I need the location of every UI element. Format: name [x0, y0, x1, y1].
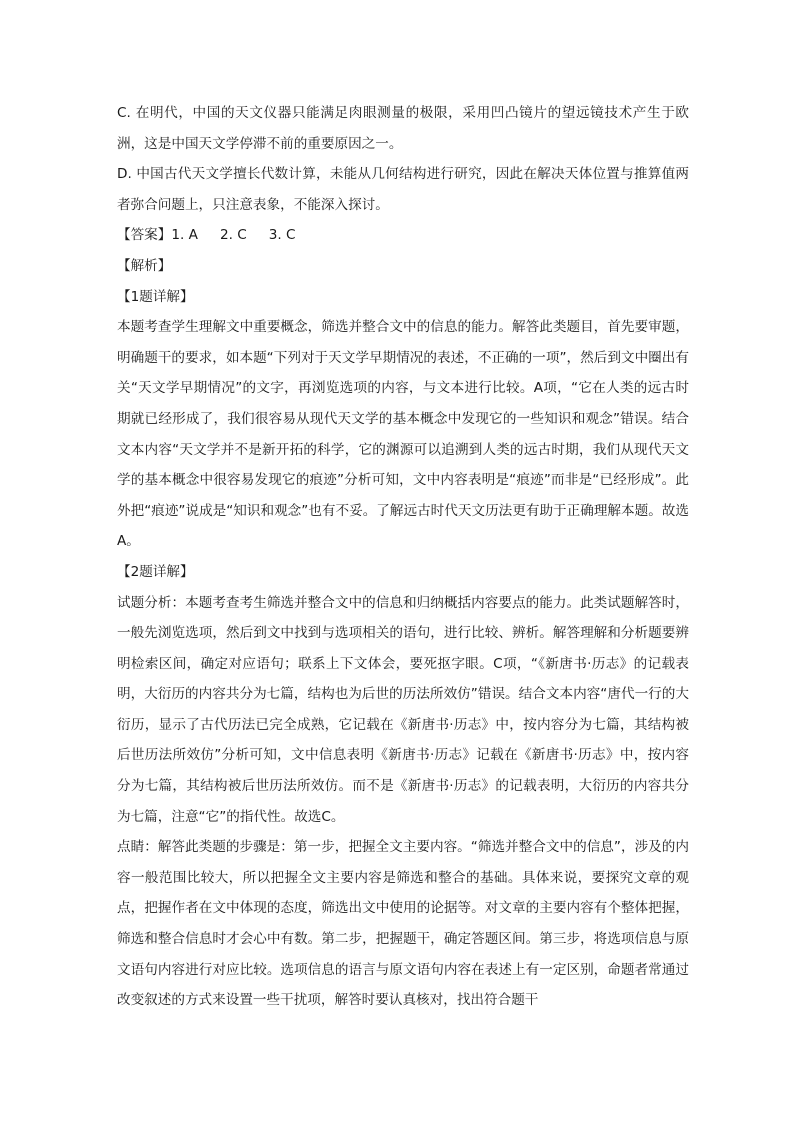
- q1-heading: 【1题详解】: [117, 288, 194, 305]
- answer-label: 【答案】: [117, 227, 172, 244]
- analysis-heading: 【解析】: [117, 257, 172, 274]
- option-d: D. 中国古代天文学擅长代数计算，未能从几何结构进行研究，因此在解决天体位置与推算值两者弥合问题上，只注意表象，不能深入探讨。: [117, 166, 689, 213]
- tip-paragraph: 点睛：解答此类题的步骤是：第一步，把握全文主要内容。“筛选并整合文中的信息”，涉及的内容一般范围比较大，所以把握全文主要内容是筛选和整合的基础。具体来说，要探究文章的观点，把握作者在文中体现的态度，筛选出文中使用的论据等。对文章的主要内容有个整体把握，筛选和整合信息时才会心中有数。第二步，把握题干，确定答题区间。第三步，将选项信息与原文语句内容进行对应比较。选项信息的语言与原文语句内容在表述上有一定区别，命题者常通过改变叙述的方式来设置一些干扰项，解答时要认真核对，找出符合题干: [117, 839, 689, 1009]
- answer-line: [117, 220, 689, 251]
- q1-explanation: 本题考查学生理解文中重要概念，筛选并整合文中的信息的能力。解答此类题目，首先要审题，明确题干的要求，如本题“下列对于天文学早期情况的表述，不正确的一项”，然后到文中圈出有关“天文学早期情况”的文字，再浏览选项的内容，与文本进行比较。A项，“它在人类的远古时期就已经形成了，我们很容易从现代天文学的基本概念中发现它的一些知识和观念”错误。结合文本内容“天文学并不是新开拓的科学，它的渊源可以追溯到人类的远古时期，我们从现代天文学的基本概念中很容易发现它的痕迹”分析可知，文中内容表明是“痕迹”而非是“已经形成”。此外把“痕迹”说成是“知识和观念”也有不妥。了解远古时代天文历法更有助于正确理解本题。故选A。: [117, 319, 689, 550]
- document-page: [117, 98, 689, 1016]
- q2-explanation: 试题分析：本题考查考生筛选并整合文中的信息和归纳概括内容要点的能力。此类试题解答时，一般先浏览选项，然后到文中找到与选项相关的语句，进行比较、辨析。解答理解和分析题要辨明检索区间，确定对应语句；联系上下文体会，要死抠字眼。C项，“《新唐书·历志》的记载表明，大衍历的内容共分为七篇，结构也为后世的历法所效仿”错误。结合文本内容“唐代一行的大衍历，显示了古代历法已完全成熟，它记载在《新唐书·历志》中，按内容分为七篇，其结构被后世历法所效仿”分析可知，文中信息表明《新唐书·历志》记载在《新唐书·历志》中，按内容分为七篇，其结构被后世历法所效仿。而不是《新唐书·历志》的记载表明，大衍历的内容共分为七篇，注意“它”的指代性。故选C。: [117, 594, 689, 825]
- q2-heading: 【2题详解】: [117, 563, 194, 580]
- answer-1: 1. A: [171, 227, 198, 244]
- answer-3: 3. C: [268, 227, 296, 244]
- answer-2: 2. C: [219, 227, 247, 244]
- option-c: C. 在明代，中国的天文仪器只能满足肉眼测量的极限，采用凹凸镜片的望远镜技术产生于欧洲，这是中国天文学停滞不前的重要原因之一。: [117, 105, 689, 152]
